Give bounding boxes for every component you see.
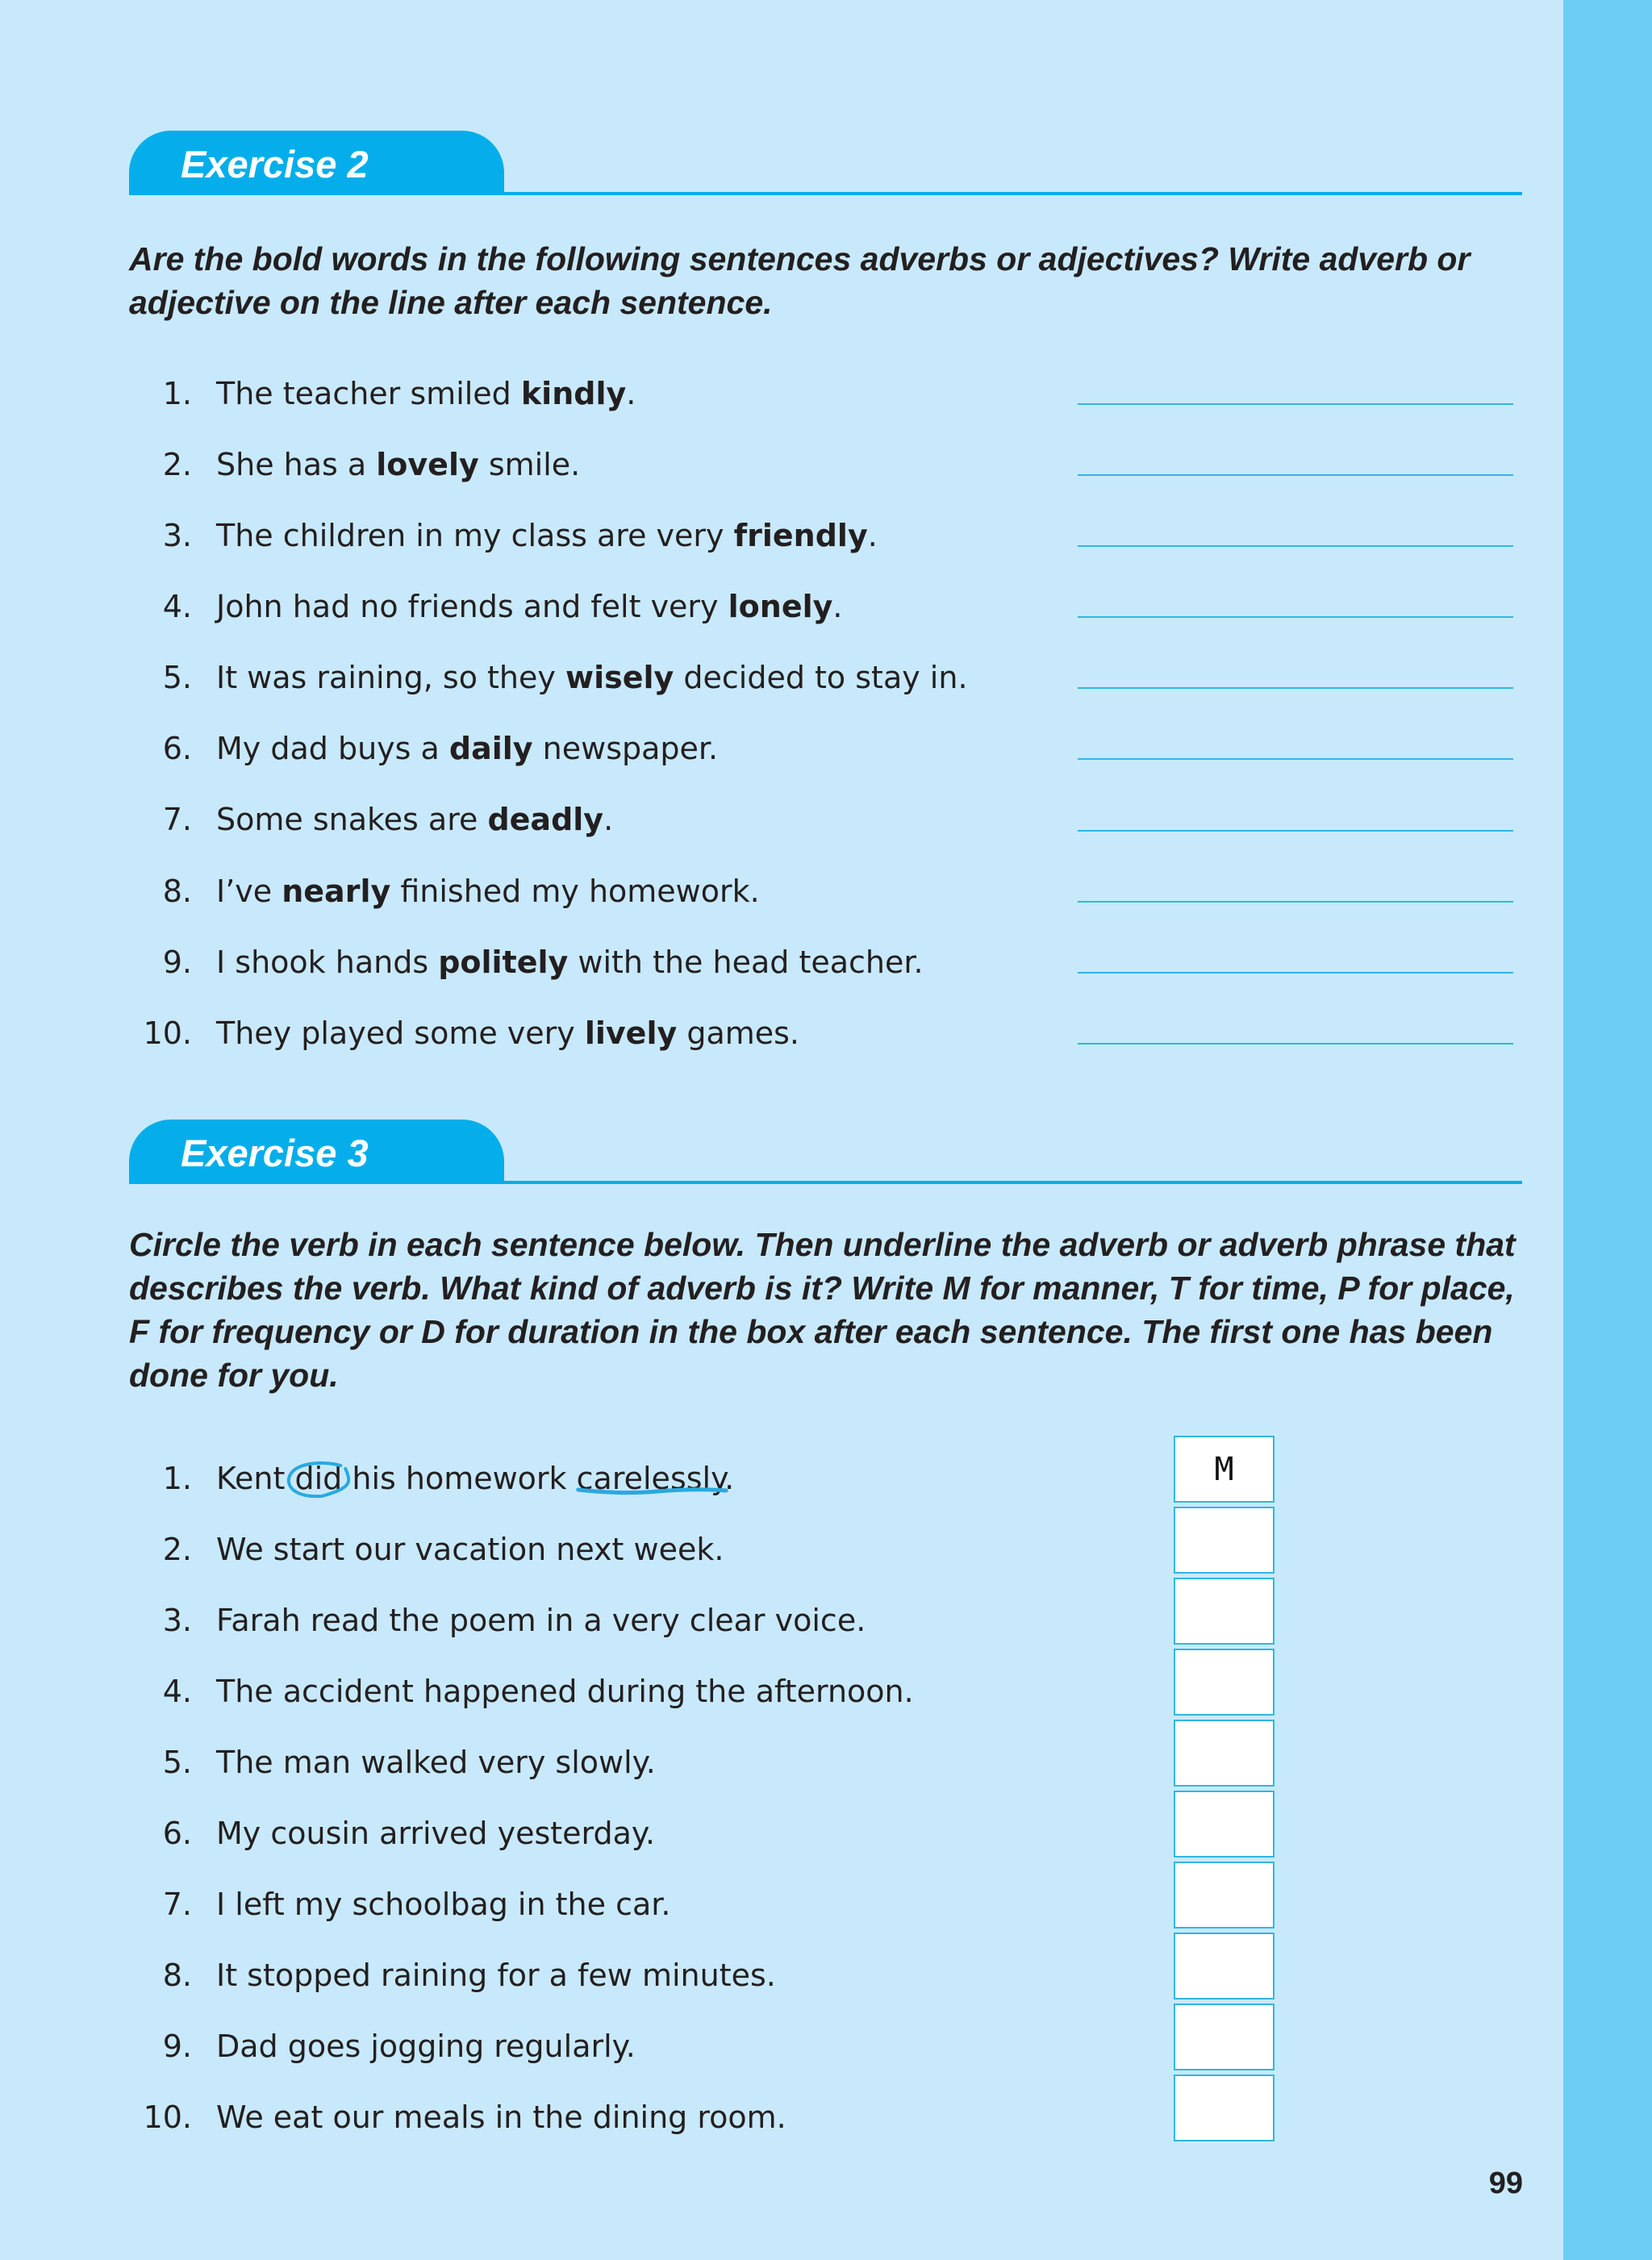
sentence-text: finished my homework. <box>390 874 760 909</box>
item-sentence: I left my schoolbag in the car. <box>216 1887 671 1922</box>
item-sentence <box>216 863 760 919</box>
list-item <box>0 649 1210 706</box>
bold-word: lively <box>584 1015 678 1051</box>
header-rule <box>129 192 1522 195</box>
item-sentence <box>216 649 968 706</box>
answer-box[interactable] <box>1174 2074 1274 2141</box>
item-sentence <box>216 365 636 422</box>
sentence-text: . <box>603 802 614 837</box>
item-sentence: The man walked very slowly. <box>216 1745 656 1780</box>
instruction-text: on the line after each sentence. <box>270 284 773 321</box>
bold-word: friendly <box>733 518 868 553</box>
list-item <box>0 2089 1210 2145</box>
sentence-text: My dad buys a <box>216 731 449 766</box>
answer-box[interactable] <box>1174 1578 1274 1645</box>
item-sentence <box>216 1005 799 1061</box>
instruction-text: for manner, <box>970 1270 1169 1307</box>
item-number: 7. <box>162 1887 192 1922</box>
sentence-text: with the head teacher. <box>568 944 924 980</box>
sentence-text: The children in my class are very <box>216 518 734 553</box>
list-item <box>0 507 1210 564</box>
list-item <box>0 578 1210 635</box>
list-item <box>0 1734 1210 1791</box>
bold-word: lonely <box>728 589 833 624</box>
item-sentence <box>216 578 843 635</box>
instruction-bold: adverb <box>1319 240 1429 277</box>
exercise-tab <box>129 1120 504 1184</box>
answer-line[interactable] <box>1078 616 1513 618</box>
item-number: 10. <box>143 1015 192 1051</box>
list-item <box>0 720 1210 777</box>
item-number: 5. <box>162 1745 192 1780</box>
list-item <box>0 1805 1210 1862</box>
sentence-text: . <box>724 1461 735 1496</box>
item-sentence: We start our vacation next week. <box>216 1532 724 1567</box>
bold-word: politely <box>438 944 569 980</box>
instruction-bold: M <box>942 1270 970 1307</box>
bold-word: daily <box>448 731 533 766</box>
item-number: 5. <box>162 660 192 695</box>
item-sentence <box>216 1450 734 1507</box>
answer-line[interactable] <box>1078 474 1513 476</box>
underlined-adverb: carelessly <box>576 1461 725 1496</box>
instruction-bold: T <box>1168 1270 1189 1307</box>
item-number: 1. <box>162 1461 192 1496</box>
header-rule <box>129 1181 1522 1184</box>
answer-line[interactable] <box>1078 830 1513 832</box>
list-item <box>0 934 1210 990</box>
answer-box[interactable] <box>1174 1933 1274 1999</box>
item-number: 9. <box>162 2029 192 2064</box>
item-number: 10. <box>143 2099 192 2135</box>
exercise-3-instruction <box>129 1223 1525 1397</box>
answer-box[interactable] <box>1174 2004 1274 2070</box>
sentence-text: . <box>626 376 636 411</box>
instruction-text: Circle the verb in each sentence below. Then underline the <box>129 1226 1060 1263</box>
item-number: 8. <box>162 1958 192 1993</box>
item-sentence: We eat our meals in the dining room. <box>216 2099 786 2135</box>
sentence-text: decided to stay in. <box>674 660 968 695</box>
side-band <box>1563 0 1652 2260</box>
list-item <box>0 863 1210 919</box>
item-sentence: Farah read the poem in a very clear voice. <box>216 1603 866 1638</box>
instruction-text: or <box>1428 240 1471 277</box>
exercise-3-title: Exercise 3 <box>181 1132 369 1174</box>
sentence-text: The teacher smiled <box>216 376 521 411</box>
bold-word: kindly <box>520 376 627 411</box>
sentence-text: newspaper. <box>532 731 719 766</box>
item-number: 3. <box>162 1603 192 1638</box>
sentence-text: It was raining, so they <box>216 660 565 695</box>
answer-line[interactable] <box>1078 972 1513 974</box>
sentence-text: I’ve <box>216 874 282 909</box>
instruction-text: for place, <box>1358 1270 1515 1307</box>
sentence-text: I shook hands <box>216 944 439 980</box>
instruction-bold: adjective <box>129 284 271 321</box>
list-item <box>0 436 1210 493</box>
item-sentence: The accident happened during the afternoon. <box>216 1674 914 1709</box>
page-number: 99 <box>1488 2166 1523 2200</box>
sentence-text: They played some very <box>216 1015 585 1051</box>
item-number: 2. <box>162 1532 192 1567</box>
instruction-text: for duration in the box after each sentence. The first one has been done for you. <box>129 1313 1493 1394</box>
answer-box[interactable] <box>1174 1507 1274 1574</box>
list-item <box>0 1521 1210 1578</box>
item-sentence <box>216 436 580 493</box>
item-sentence <box>216 791 613 848</box>
answer-line[interactable] <box>1078 758 1513 760</box>
exercise-3-header <box>129 1120 1522 1186</box>
instruction-bold: adverb phrase <box>1219 1226 1446 1263</box>
exercise-2-instruction <box>129 237 1525 324</box>
answer-box[interactable] <box>1174 1862 1274 1929</box>
instruction-text: for time, <box>1188 1270 1338 1307</box>
sentence-text: games. <box>677 1015 800 1051</box>
instruction-bold: F <box>129 1313 150 1350</box>
item-number: 3. <box>162 518 192 553</box>
bold-word: nearly <box>282 874 391 909</box>
item-sentence <box>216 507 878 564</box>
list-item <box>0 1876 1210 1933</box>
example-item <box>0 1450 1210 1507</box>
item-sentence <box>216 934 924 990</box>
instruction-bold: D <box>421 1313 445 1350</box>
circled-verb: did <box>294 1461 343 1496</box>
answer-line[interactable] <box>1078 901 1513 903</box>
exercise-2-title: Exercise 2 <box>181 143 369 186</box>
answer-box[interactable] <box>1174 1649 1274 1716</box>
sentence-text: Kent <box>216 1461 295 1496</box>
item-sentence: It stopped raining for a few minutes. <box>216 1958 776 1993</box>
list-item <box>0 1592 1210 1649</box>
bold-word: deadly <box>487 802 604 837</box>
instruction-text: or <box>1168 1226 1220 1263</box>
item-number: 6. <box>162 731 192 766</box>
list-item <box>0 1005 1210 1061</box>
item-number: 4. <box>162 1674 192 1709</box>
list-item <box>0 1947 1210 2004</box>
answer-box[interactable]: M <box>1174 1436 1274 1503</box>
answer-line[interactable] <box>1078 545 1513 547</box>
answer-line[interactable] <box>1078 403 1513 405</box>
instruction-text: that describes the verb. What kind of adverb is it? Write <box>129 1226 1516 1307</box>
exercise-2-header <box>129 131 1522 197</box>
sentence-text: . <box>867 518 878 553</box>
sentence-text: Some snakes are <box>216 802 488 837</box>
sentence-text: . <box>832 589 843 624</box>
item-number: 9. <box>162 944 192 980</box>
item-sentence <box>216 720 718 777</box>
bold-word: wisely <box>565 660 674 695</box>
bold-word: lovely <box>376 447 479 482</box>
item-number: 1. <box>162 376 192 411</box>
sentence-text: John had no friends and felt very <box>216 589 728 624</box>
instruction-bold: adverb <box>1059 1226 1169 1263</box>
item-number: 4. <box>162 589 192 624</box>
item-number: 6. <box>162 1816 192 1851</box>
sentence-text: She has a <box>216 447 377 482</box>
list-item <box>0 365 1210 422</box>
instruction-text: for frequency or <box>149 1313 422 1350</box>
answer-line[interactable] <box>1078 687 1513 689</box>
list-item <box>0 2018 1210 2074</box>
instruction-bold: P <box>1337 1270 1359 1307</box>
item-number: 8. <box>162 874 192 909</box>
item-sentence: Dad goes jogging regularly. <box>216 2029 636 2064</box>
item-number: 7. <box>162 802 192 837</box>
answer-box[interactable] <box>1174 1720 1274 1787</box>
answer-box[interactable] <box>1174 1791 1274 1858</box>
sentence-text: smile. <box>478 447 581 482</box>
list-item <box>0 791 1210 848</box>
instruction-text: Are the bold words in the following sentences adverbs or adjectives? Write <box>129 240 1320 277</box>
list-item <box>0 1663 1210 1720</box>
exercise-tab <box>129 131 504 195</box>
sentence-text: his homework <box>342 1461 577 1496</box>
answer-line[interactable] <box>1078 1043 1513 1045</box>
item-sentence: My cousin arrived yesterday. <box>216 1816 656 1851</box>
item-number: 2. <box>162 447 192 482</box>
